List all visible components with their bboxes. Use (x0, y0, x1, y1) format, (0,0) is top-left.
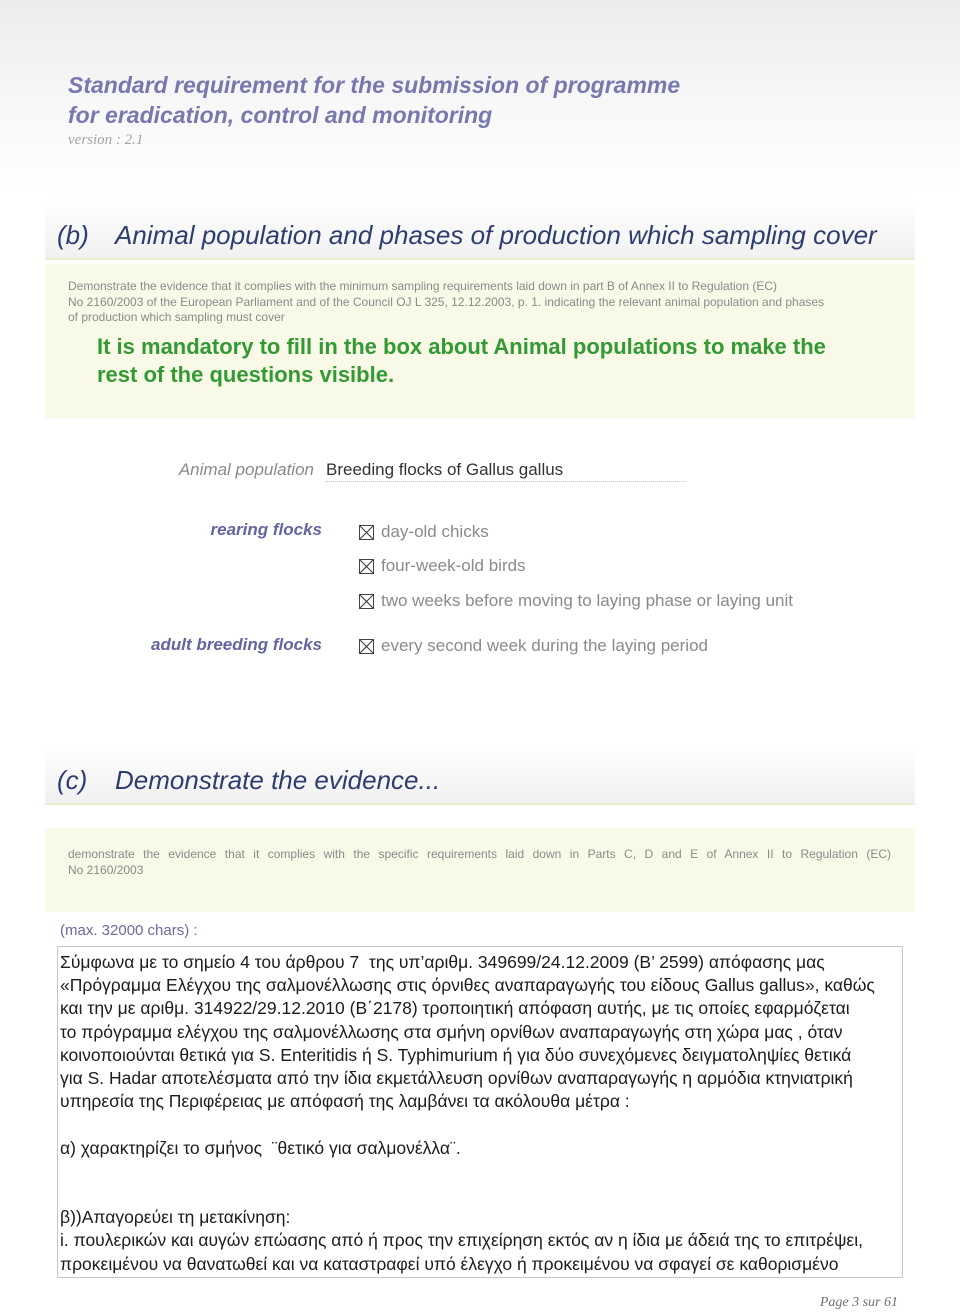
checkbox-checked-icon[interactable] (359, 559, 374, 574)
max-chars-label: (max. 32000 chars) : (60, 922, 198, 939)
checkbox-checked-icon[interactable] (359, 639, 374, 654)
animal-population-value: Breeding flocks of Gallus gallus (326, 460, 564, 479)
page-title-line-1: Standard requirement for the submission of programme (68, 72, 681, 98)
rearing-flocks-label: rearing flocks (210, 520, 322, 539)
evidence-line: β))Απαγορεύει τη μετακίνηση: (60, 1207, 291, 1228)
evidence-line: α) χαρακτηρίζει το σμήνος ¨θετικό για σαλμονέλλα¨. (60, 1137, 461, 1158)
evidence-textarea[interactable] (57, 946, 903, 1278)
instruction-line: No 2160/2003 of the European Parliament and of the Council OJ L 325, 12.12.2003, p. 1. indicating the relevant animal population and phases (68, 294, 825, 309)
evidence-line: «Πρόγραμμα Ελέγχου της σαλμονέλλωσης στις όρνιθες αναπαραγωγής του είδους Gallus gallus», καθώς (60, 975, 875, 996)
section-b-instructions (68, 279, 824, 326)
checkbox-label: day-old chicks (381, 522, 489, 541)
evidence-line: υπηρεσία της Περιφέρειας με απόφασή της λαμβάνει τα ακόλουθα μέτρα : (60, 1091, 630, 1112)
evidence-line: για S. Hadar αποτελέσματα από την ίδια εκμετάλλευση ορνίθων αναπαραγωγής η αρμόδια κτηνιατρική (60, 1068, 853, 1089)
checkbox-every-second-week[interactable] (359, 635, 819, 657)
evidence-line: το πρόγραμμα ελέγχου της σαλμονέλλωσης στα σμήνη ορνίθων αναπαραγωγής στη χώρα μας , όταν (60, 1021, 843, 1042)
section-c-letter: (c) (57, 765, 88, 795)
page-title-line-2: for eradication, control and monitoring (68, 102, 493, 128)
page-number: Page 3 sur 61 (819, 1295, 898, 1310)
evidence-line: Σύμφωνα με το σημείο 4 του άρθρου 7 της υπ’αριθμ. 349699/24.12.2009 (Β’ 2599) απόφασης μας (60, 952, 825, 972)
animal-population-field[interactable] (326, 459, 686, 482)
section-c-header (45, 743, 915, 805)
version-label: version : 2.1 (68, 132, 144, 148)
section-b-instructions-panel (45, 264, 915, 418)
adult-breeding-flocks-label: adult breeding flocks (151, 635, 322, 654)
instruction-line: demonstrate the evidence that it complies with the specific requirements laid down in Parts C, D and E of Annex II to Regulation (EC) (68, 847, 891, 861)
checkbox-label: every second week during the laying period (381, 636, 708, 655)
instruction-line: No 2160/2003 (68, 862, 144, 877)
checkbox-checked-icon[interactable] (359, 594, 374, 609)
evidence-line: κοινοποιούνται θετικά για S. Enteritidis ή S. Typhimurium ή για δύο συνεχόμενες δειγματοληψίες θετικά (60, 1044, 852, 1065)
section-c-instructions (68, 847, 891, 878)
checkbox-label: four-week-old birds (381, 556, 526, 575)
section-b-header (45, 198, 915, 260)
mandatory-notice: It is mandatory to fill in the box about Animal populations to make the rest of the questions visible. (97, 334, 826, 387)
checkbox-checked-icon[interactable] (359, 525, 374, 540)
section-c-title: Demonstrate the evidence... (115, 765, 441, 795)
checkbox-label: two weeks before moving to laying phase or laying unit (381, 591, 794, 610)
section-b-letter: (b) (57, 220, 89, 250)
evidence-line: και την με αριθμ. 314922/29.12.2010 (Β΄2178) τροποιητική απόφαση αυτής, με τις οποίες εφαρμόζεται (60, 998, 850, 1019)
checkbox-four-week-old-birds[interactable] (359, 555, 819, 577)
section-b-title: Animal population and phases of production which sampling cover (115, 220, 877, 250)
animal-population-label: Animal population (178, 460, 314, 479)
checkbox-day-old-chicks[interactable] (359, 521, 819, 543)
instruction-line: Demonstrate the evidence that it complies with the minimum sampling requirements laid down in part B of Annex II to Regulation (EC) (68, 279, 778, 293)
instruction-line: of production which sampling must cover (68, 310, 285, 324)
evidence-line: i. πουλερικών και αυγών επώασης από ή προς την επιχείρηση εκτός αν η ίδια με άδειά της το επιτρέψει, (60, 1230, 863, 1251)
checkbox-two-weeks-before-laying[interactable] (359, 590, 819, 612)
evidence-line: προκειμένου να θανατωθεί και να καταστραφεί υπό έλεγχο ή προκειμένου να σφαγεί σε καθορισμένο (60, 1253, 839, 1274)
section-c-instructions-panel (45, 828, 915, 912)
